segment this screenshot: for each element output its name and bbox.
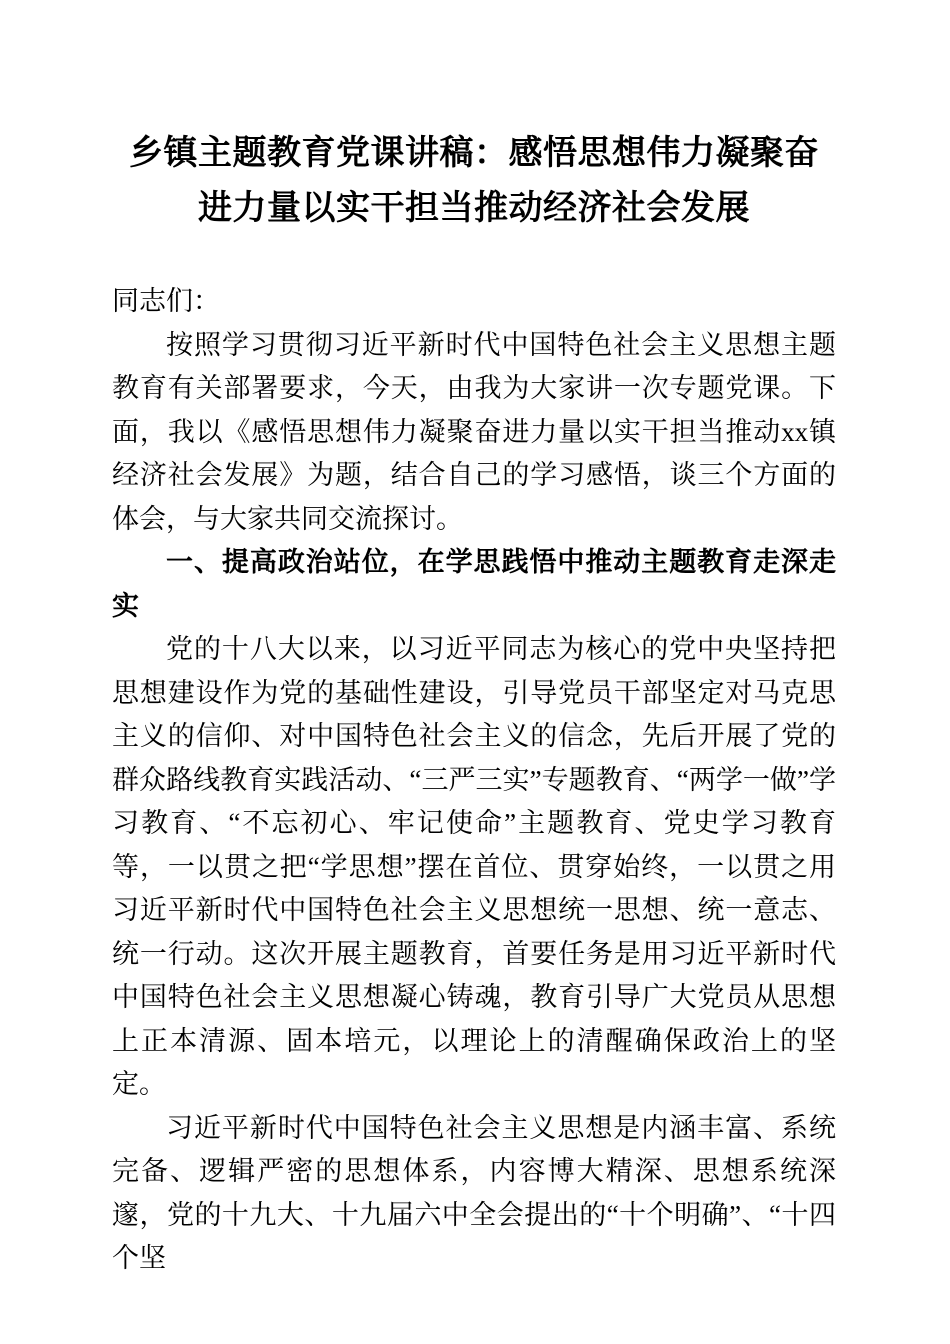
section-1-heading: 一、提高政治站位，在学思践悟中推动主题教育走深走实 <box>112 547 836 621</box>
section-1-paragraph-2: 习近平新时代中国特色社会主义思想是内涵丰富、系统完备、逻辑严密的思想体系，内容博大精深、思想系统深邃，党的十九大、十九届六中全会提出的“十个明确”、“十四个坚 <box>112 1112 836 1273</box>
intro-paragraph: 按照学习贯彻习近平新时代中国特色社会主义思想主题教育有关部署要求，今天，由我为大家讲一次专题党课。下面，我以《感悟思想伟力凝聚奋进力量以实干担当推动xx镇经济社会发展》为题，结合自己的学习感悟，谈三个方面的体会，与大家共同交流探讨。 <box>112 329 836 534</box>
salutation: 同志们： <box>112 286 220 316</box>
document-title: 乡镇主题教育党课讲稿：感悟思想伟力凝聚奋进力量以实干担当推动经济社会发展 <box>129 135 819 227</box>
section-1-paragraph-1: 党的十八大以来，以习近平同志为核心的党中央坚持把思想建设作为党的基础性建设，引导党员干部坚定对马克思主义的信仰、对中国特色社会主义的信念，先后开展了党的群众路线教育实践活动、“三严三实”专题教育、“两学一做”学习教育、“不忘初心、牢记使命”主题教育、党史学习教育等，一以贯之把“学思想”摆在首位、贯穿始终，一以贯之用习近平新时代中国特色社会主义思想统一思想、统一意志、统一行动。这次开展主题教育，首要任务是用习近平新时代中国特色社会主义思想凝心铸魂，教育引导广大党员从思想上正本清源、固本培元，以理论上的清醒确保政治上的坚定。 <box>112 634 836 1099</box>
